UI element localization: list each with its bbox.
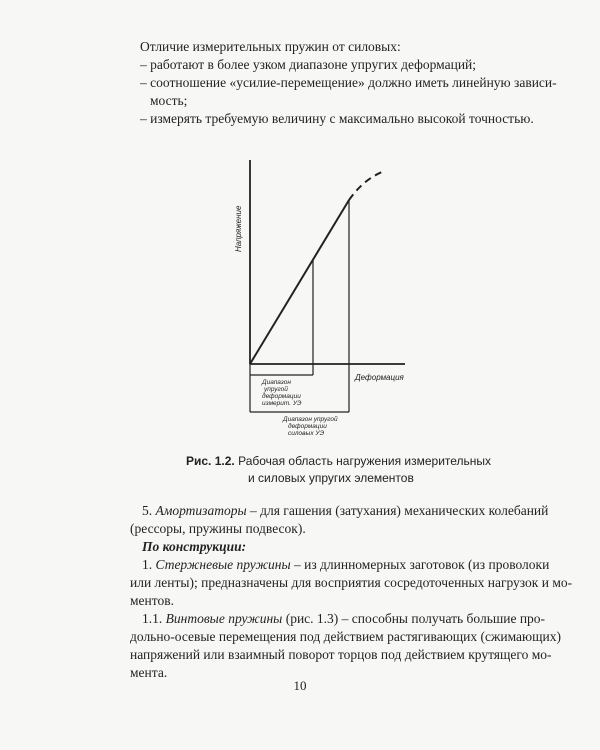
page-number: 10 [293,678,307,693]
bullet-2-cont: мость; [150,93,188,108]
range-small-label [261,379,302,407]
range-small-line-2: упругой [264,386,288,393]
figure-caption-label: Рис. 1.2. [186,454,235,468]
para-1-num: 1. [142,557,153,572]
y-axis-label: Напряжение [234,205,243,252]
range-small-line-1: Диапазон [262,379,291,386]
section-heading: По конструкции: [142,539,247,554]
linear-load-line [250,200,349,364]
para-1-1-num: 1.1. [142,611,163,626]
figure-caption-text-1: Рабочая область нагружения измерительных [238,454,492,468]
para-5-num: 5. [142,503,153,518]
figure-caption-line-1 [186,454,491,468]
para-1-1-term: Винтовые пружины [165,611,283,626]
intro-heading: Отличие измерительных пружин от силовых: [140,39,401,54]
bullet-2: – соотношение «усилие-перемещение» должно иметь линейную зависи- [140,75,557,90]
range-large-line-3: силовых УЭ [288,430,325,437]
para-1-1-rest: (рис. 1.3) – способны получать большие про- [285,611,546,626]
range-small-line-3: деформации [262,393,301,400]
bullet-3: – измерять требуемую величину с максимально высокой точностью. [140,111,534,126]
para-1-line-2: или ленты); предназначены для восприятия сосредоточенных нагрузок и мо- [130,575,573,590]
para-5-line-1 [130,502,549,520]
range-small-line-4: измерит. УЭ [262,400,302,407]
para-1-rest: – из длинномерных заготовок (из проволоки [293,557,550,572]
figure-caption-line-2: и силовых упругих элементов [248,471,414,485]
para-1-1-line-4: мента. [130,665,168,680]
para-1-line-1 [130,556,550,574]
para-1-line-3: ментов. [130,593,174,608]
para-1-term: Стержневые пружины [155,557,291,572]
para-5-rest: – для гашения (затухания) механических колебаний [249,503,549,518]
range-large-line-1: Диапазон упругой [283,416,338,423]
para-1-1-line-1 [130,610,546,628]
para-1-1-line-3: напряжений или взаимный поворот торцов под действием крутящего мо- [130,647,552,662]
para-1-1-line-2: дольно-осевые перемещения под действием растягивающих (сжимающих) [130,629,561,644]
range-large-label [282,415,338,437]
nonlinear-curve-dashed [349,172,382,200]
bullet-1: – работают в более узком диапазоне упругих деформаций; [140,57,477,72]
x-axis-label: Деформация [355,373,404,382]
para-5-term: Амортизаторы [155,503,247,518]
range-large-line-2: деформации [288,423,327,430]
para-5-line-2: (рессоры, пружины подвесок). [130,521,306,536]
